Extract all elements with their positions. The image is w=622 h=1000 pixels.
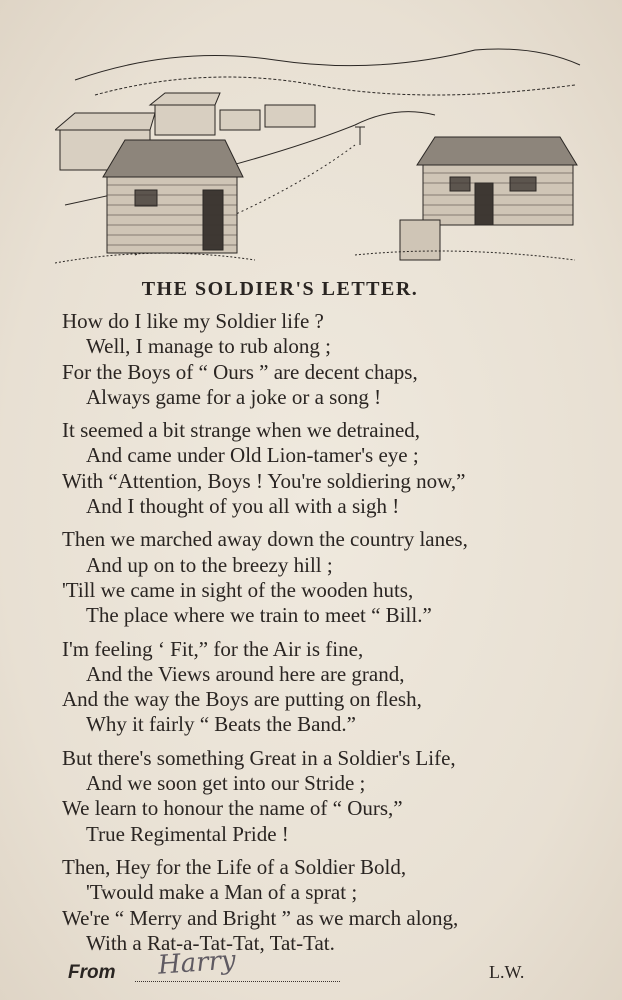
poem-line: Well, I manage to rub along ;: [86, 334, 331, 359]
stanza: [62, 637, 468, 738]
poem-line: And we soon get into our Stride ;: [86, 771, 366, 796]
poem-line: And the way the Boys are putting on flesh,: [62, 687, 422, 712]
poem-body: [62, 309, 468, 964]
poem-line: How do I like my Soldier life ?: [62, 309, 324, 333]
poem-line: I'm feeling ‘ Fit,” for the Air is fine,: [62, 636, 364, 661]
poem-title: THE SOLDIER'S LETTER.: [141, 278, 419, 300]
poem-line: Then, Hey for the Life of a Soldier Bold,: [62, 854, 407, 879]
poem-line: And I thought of you all with a sigh !: [86, 494, 400, 519]
poem-line: But there's something Great in a Soldier's Life,: [62, 745, 456, 770]
author-initials: L.W.: [489, 962, 525, 982]
poem-line: It seemed a bit strange when we detrained,: [62, 418, 421, 443]
poem-line: And the Views around here are grand,: [86, 661, 405, 686]
poem-line: 'Twould make a Man of a sprat ;: [86, 880, 358, 905]
stanza: [62, 527, 468, 628]
poem-line: Then we marched away down the country lanes,: [62, 527, 468, 552]
poem-line: Always game for a joke or a song !: [86, 384, 382, 409]
handwritten-signature: Harry: [157, 945, 237, 981]
signature-line: [135, 981, 340, 982]
army-camp-illustration: [55, 5, 585, 267]
poem-line: And up on to the breezy hill ;: [86, 552, 333, 577]
stanza: [62, 746, 468, 847]
poem-line: True Regimental Pride !: [86, 821, 289, 846]
poem-line: 'Till we came in sight of the wooden huts,: [62, 577, 414, 602]
poem-line: For the Boys of “ Ours ” are decent chaps,: [62, 359, 418, 384]
stanza: [62, 855, 468, 956]
poem-line: The place where we train to meet “ Bill.”: [86, 603, 432, 628]
stanza: [62, 418, 468, 519]
from-label: From: [68, 962, 116, 983]
poem-line: Why it fairly “ Beats the Band.”: [86, 712, 356, 737]
poem-line: And came under Old Lion-tamer's eye ;: [86, 443, 419, 468]
poem-line: We learn to honour the name of “ Ours,”: [62, 796, 403, 821]
poem-line: With a Rat-a-Tat-Tat, Tat-Tat.: [86, 930, 335, 955]
poem-line: We're “ Merry and Bright ” as we march along,: [62, 905, 459, 930]
stanza: [62, 309, 468, 410]
poem-line: With “Attention, Boys ! You're soldiering now,”: [62, 468, 466, 493]
